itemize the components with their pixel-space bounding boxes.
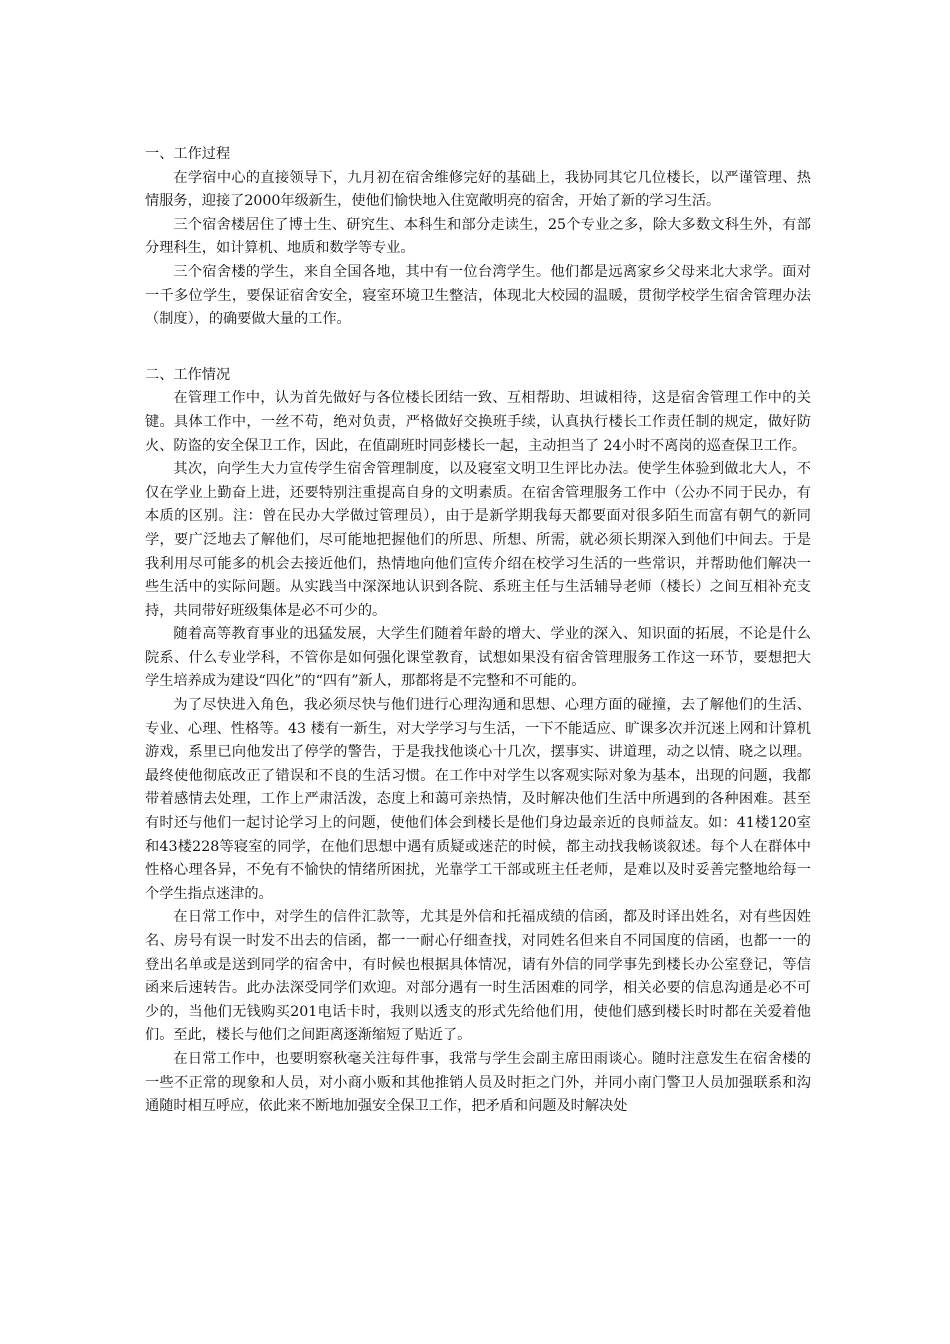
section-spacer	[145, 332, 811, 364]
paragraph: 为了尽快进入角色，我必须尽快与他们进行心理沟通和思想、心理方面的碰撞，去了解他们的生活、专业、心理、性格等。43 楼有一新生，对大学学习与生活，一下不能适应、旷课多次并沉迷上网和计算机游戏，系里已向他发出了停学的警告，于是我找他谈心十几次，摆事实、讲道理，动之以情、晓之以理。最终使他彻底改正了错误和不良的生活习惯。在工作中对学生以客观实际对象为基本，出现的问题，我都带着感情去处理，工作上严肃活泼，态度上和蔼可亲热情，及时解决他们生活中所遇到的各种困难。甚至有时还与他们一起讨论学习上的问题，使他们体会到楼长是他们身边最亲近的良师益友。如：41楼120室和43楼228等寝室的同学，在他们思想中遇有质疑或迷茫的时候，都主动找我畅谈叙述。每个人在群体中性格心理各异，不免有不愉快的情绪所困扰，光靠学工干部或班主任老师，是难以及时妥善完整地给每一个学生指点迷津的。	[145, 697, 811, 902]
paragraph: 在日常工作中，也要明察秋毫关注每件事，我常与学生会副主席田雨谈心。随时注意发生在宿舍楼的一些不正常的现象和人员，对小商小贩和其他推销人员及时拒之门外，并同小南门警卫人员加强联系和沟通随时相互呼应，依此来不断地加强安全保卫工作，把矛盾和问题及时解决处	[145, 1050, 811, 1115]
paragraph: 三个宿舍楼的学生，来自全国各地，其中有一位台湾学生。他们都是远离家乡父母来北大求学。面对一千多位学生，要保证宿舍安全，寝室环境卫生整洁，体现北大校园的温暖，贯彻学校学生宿舍管理办法（制度），的确要做大量的工作。	[145, 263, 811, 328]
document-page	[145, 143, 811, 1119]
paragraph: 随着高等教育事业的迅猛发展，大学生们随着年龄的增大、学业的深入、知识面的拓展，不论是什么院系、什么专业学科，不管你是如何强化课堂教育，试想如果没有宿舍管理服务工作这一环节，要想把大学生培养成为建设“四化”的“四有”新人，那都将是不完整和不可能的。	[145, 626, 811, 690]
section-work-process	[145, 143, 811, 332]
paragraph: 其次，向学生大力宣传学生宿舍管理制度，以及寝室文明卫生评比办法。使学生体验到做北大人，不仅在学业上勤奋上进，还要特别注重提高自身的文明素质。在宿舍管理服务工作中（公办不同于民办，有本质的区别。注：曾在民办大学做过管理员），由于是新学期我每天都要面对很多陌生而富有朝气的新同学，要广泛地去了解他们，尽可能地把握他们的所思、所想、所需，就必须长期深入到他们中间去。于是我利用尽可能多的机会去接近他们，热情地向他们宣传介绍在校学习生活的一些常识，并帮助他们解决一些生活中的实际问题。从实践当中深深地认识到各院、系班主任与生活辅导老师（楼长）之间互相补充支持，共同带好班级集体是必不可少的。	[145, 461, 811, 619]
paragraph: 在学宿中心的直接领导下，九月初在宿舍维修完好的基础上，我协同其它几位楼长，以严谨管理、热情服务，迎接了2000年级新生，使他们愉快地入住宽敞明亮的宿舍，开始了新的学习生活。	[145, 169, 811, 210]
section-work-status	[145, 364, 811, 1119]
paragraph: 在管理工作中，认为首先做好与各位楼长团结一致、互相帮助、坦诚相待，这是宿舍管理工作中的关键。具体工作中，一丝不苟，绝对负责，严格做好交换班手续，认真执行楼长工作责任制的规定，做好防火、防盗的安全保卫工作，因此，在值副班时同彭楼长一起，主动担当了 24小时不离岗的巡查保卫工作。	[145, 390, 811, 454]
paragraph: 在日常工作中，对学生的信件汇款等，尤其是外信和托福成绩的信函，都及时译出姓名，对有些因姓名、房号有误一时发不出去的信函，都一一耐心仔细查找，对同姓名但来自不同国度的信函，也都一一的登出名单或是送到同学的宿舍中，有时候也根据具体情况，请有外信的同学事先到楼长办公室登记，等信函来后速转告。此办法深受同学们欢迎。对部分遇有一时生活困难的同学，相关必要的信息沟通是必不可少的，当他们无钱购买201电话卡时，我则以透支的形式先给他们用，使他们感到楼长时时都在关爱着他们。至此，楼长与他们之间距离逐渐缩短了贴近了。	[145, 909, 811, 1044]
section-heading: 二、工作情况	[145, 366, 231, 383]
paragraph: 三个宿舍楼居住了博士生、研究生、本科生和部分走读生，25个专业之多，除大多数文科生外，有部分理科生，如计算机、地质和数学等专业。	[145, 216, 811, 257]
section-heading: 一、工作过程	[145, 146, 231, 162]
